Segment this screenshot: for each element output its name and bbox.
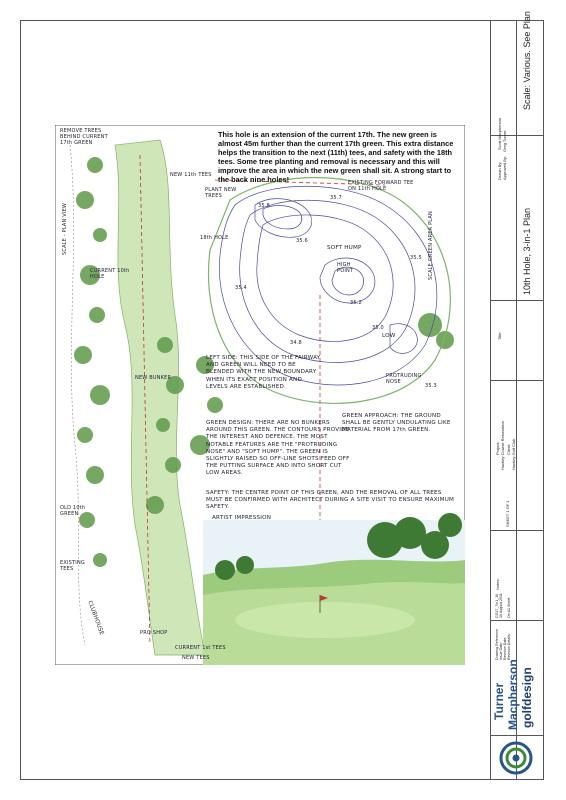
title-block-rule: [490, 530, 544, 531]
elevation-label: 35.6: [296, 238, 308, 244]
approved-by-label: Approved By:: [502, 155, 507, 180]
label-current-1st-tees: CURRENT 1st TEES: [175, 645, 226, 651]
elevation-label: 34.8: [290, 340, 302, 346]
label-new-bunker: NEW BUNKER: [135, 375, 172, 381]
label-18th-hole: 18th HOLE: [200, 235, 229, 241]
elevation-label: 35.3: [425, 383, 437, 389]
label-remove-trees: REMOVE TREES BEHIND CURRENT 17th GREEN: [60, 128, 108, 147]
label-green-design: GREEN DESIGN: THERE ARE NO BUNKERS AROUND THIS GREEN. THE CONTOURS PROVIDE THE INTEREST AND DEFENCE. THE MOST NOTABLE FEATURES ARE THE "PROTRUDING NOSE" AND "SOFT HUMP". THE GREEN IS SLIGHTLY RAISED SO OFF-LINE SHOTS FEED OFF THE PUTTING SURFACE AND INTO SHORT CUT LOW AREAS.: [206, 420, 350, 477]
label-existing-forward-tees: EXISTING FORWARD TEE ON 11th HOLE: [348, 180, 414, 193]
label-protruding-nose: PROTRUDING NOSE: [386, 373, 422, 386]
scale-text: Scale: Various. See Plan: [522, 11, 532, 110]
approved-by-value: Greg Turner: [502, 130, 507, 152]
label-new-11th-tees: NEW 11th TEES: [170, 172, 212, 178]
paper-size: On A1 Sheet: [507, 597, 511, 618]
label-pro-shop: PRO SHOP: [140, 630, 168, 636]
title-block-divider: [490, 20, 491, 780]
drawing-ref-value: CG17_7in1_10: [495, 593, 499, 618]
title-block-rule: [490, 380, 544, 381]
label-artist-impression: ARTIST IMPRESSION: [212, 515, 272, 521]
issue-date-label: Issue Date:: [499, 641, 503, 660]
artist-impression-painting: [203, 513, 465, 665]
label-old-10th-green: OLD 10th GREEN: [60, 505, 86, 518]
notes-label: Notes:: [495, 578, 500, 590]
label-high-point: HIGH POINT: [337, 262, 354, 275]
label-green-approach: GREEN APPROACH: THE GROUND SHALL BE GENTLY UNDULATING LIKE MATERIAL FROM 17th GREEN.: [342, 413, 451, 434]
elevation-label: 35.4: [235, 285, 247, 291]
title-block-rule: [490, 735, 544, 736]
label-low: LOW: [382, 333, 396, 339]
project-label: Project:: [495, 441, 500, 455]
label-safety: SAFETY: THE CENTRE POINT OF THIS GREEN, AND THE REMOVAL OF ALL TREES MUST BE CONFIRMED WITH ARCHITECT DURING A SITE VISIT TO ENSURE MAXIMUM SAFETY.: [206, 490, 455, 511]
title-label: Title:: [497, 331, 502, 340]
drawn-by-value: Scott Macpherson: [497, 117, 502, 150]
issue-date-value: 10 August 2011: [499, 593, 503, 618]
logo-swirl-icon: [493, 740, 539, 776]
elevation-label: 35.7: [330, 195, 342, 201]
fairway-area: [115, 140, 205, 655]
label-scale-plan-view: SCALE - PLAN VIEW: [62, 202, 68, 255]
label-left-side: LEFT SIDE: THIS SIDE OF THE FAIRWAY AND GREEN WILL NEED TO BE BLENDED WITH THE NEW BOUNDARY WHEN ITS EXACT POSITION AND LEVELS ARE ESTABLISHED.: [206, 355, 321, 390]
logo-golfdesign: golfdesign: [520, 667, 534, 728]
impression-green: [235, 602, 415, 638]
drawn-by-label: Drawn By:: [497, 161, 502, 180]
elevation-label: 35.5: [410, 255, 422, 261]
label-existing-tees: EXISTING TEES: [60, 560, 85, 573]
title-block-rule: [490, 300, 544, 301]
label-current-10th-hole: CURRENT 10th HOLE: [90, 268, 130, 281]
elevation-label: 35.0: [372, 325, 384, 331]
label-plant-new-trees: PLANT NEW TREES: [205, 187, 237, 200]
elevation-label: 35.2: [350, 300, 362, 306]
logo-turner: Turner: [492, 682, 506, 720]
project-value: Huntley Course Renovation: [500, 421, 505, 470]
sheet-number: SHEET 1 OF 1: [505, 500, 510, 527]
revision-details-label: Revision Details:: [507, 633, 511, 660]
client-label: Client:: [506, 443, 511, 455]
drawing-title: 10th Hole, 3-in-1 Plan: [522, 207, 532, 295]
drawing-ref-label: Drawing Reference:: [495, 628, 499, 660]
label-new-tees: NEW TEES: [182, 655, 210, 661]
label-scale-green-area: SCALE GREEN AREA PLAN: [428, 211, 434, 280]
label-clubhouse: CLUBHOUSE: [86, 600, 105, 637]
headline-note: This hole is an extension of the current 17th. The new green is almost 45m further than the current 17th green. This extra distance helps the transition to the next (11th) tees, and safety with the 18th tees. Some tree planting and removal is necessary and this will improve the area in which the new green shall sit. A strong start to the back nine holes!: [218, 130, 454, 184]
label-soft-hump: SOFT HUMP: [327, 245, 362, 251]
title-block-rule: [490, 620, 544, 621]
client-value: Huntley Golf Club: [511, 438, 516, 470]
elevation-label: 35.8: [258, 203, 270, 209]
logo-macpherson: Macpherson: [506, 659, 520, 730]
revision-date-label: Revision Date:: [503, 636, 507, 660]
